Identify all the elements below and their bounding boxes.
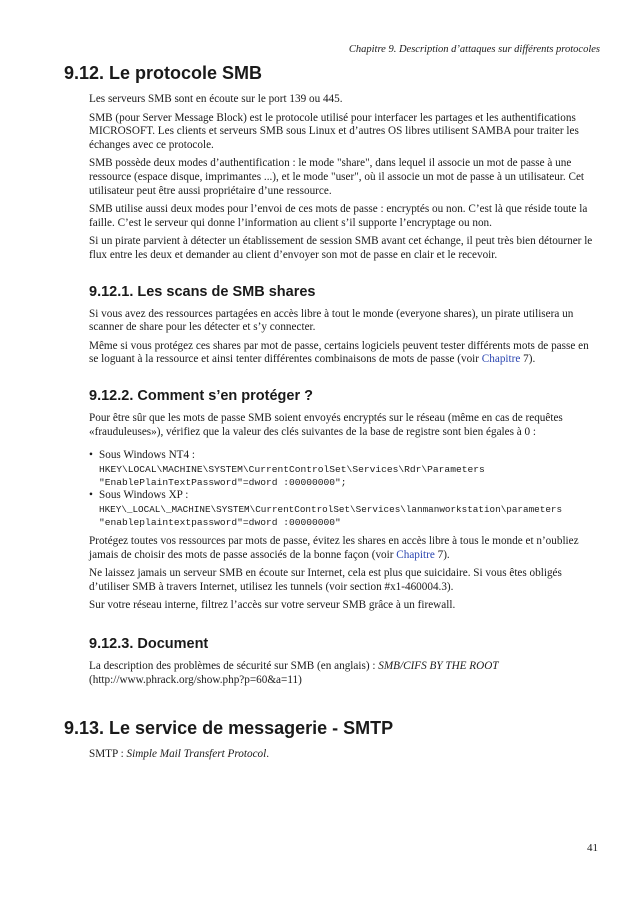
section-title-9-12: 9.12. Le protocole SMB bbox=[64, 63, 263, 83]
paragraph: Si vous avez des ressources partagées en accès libre à tout le monde (everyone shares), un pirate utilisera un scanner de share pour les détecter et s’y connecter. bbox=[89, 307, 574, 334]
paragraph: Sur votre réseau interne, filtrez l’accès sur votre serveur SMB grâce à un firewall. bbox=[89, 599, 456, 612]
chapter-link[interactable]: Chapitre bbox=[481, 353, 521, 366]
bullet: • bbox=[89, 449, 93, 462]
registry-path: HKEY\_LOCAL\_MACHINE\SYSTEM\CurrentControlSet\Services\lanmanworkstation\parameters bbox=[99, 503, 563, 515]
paragraph bbox=[89, 535, 600, 562]
list-item-label: Sous Windows NT4 : bbox=[99, 449, 195, 462]
paragraph bbox=[89, 748, 600, 762]
protocol-name: Simple Mail Transfert Protocol bbox=[126, 748, 267, 761]
registry-key-list bbox=[89, 449, 600, 529]
chapter-link[interactable]: Chapitre bbox=[396, 548, 435, 561]
paragraph-text: ). bbox=[443, 548, 450, 561]
section-title-9-13: 9.13. Le service de messagerie - SMTP bbox=[64, 718, 394, 739]
section-title-9-12-3: 9.12.3. Document bbox=[89, 636, 209, 653]
list-item-label: Sous Windows XP : bbox=[99, 489, 189, 502]
page-content bbox=[64, 62, 600, 767]
chapter-number: 7 bbox=[434, 548, 444, 561]
paragraph-text: . bbox=[266, 748, 270, 761]
paragraph: SMB (pour Server Message Block) est le protocole utilisé pour interfacer les partages et les authentifications MICROSOFT. Les clients et serveurs SMB sous Linux et d’autres OS libres utilisent SAMBA pour traiter les échanges avec ce protocole. bbox=[89, 111, 579, 151]
chapter-number: 7 bbox=[520, 353, 529, 366]
paragraph: SMB utilise aussi deux modes pour l’envoi de ces mots de passe : encryptés ou non. C’est là que réside toute la faille. C’est le serveur qui donne l’information au client s’il supporte l’encryptage ou non. bbox=[89, 203, 588, 229]
section-title-9-12-2: 9.12.2. Comment s’en protéger ? bbox=[89, 387, 314, 404]
section-title-9-12-1: 9.12.1. Les scans de SMB shares bbox=[89, 283, 316, 300]
running-header: Chapitre 9. Description d’attaques sur différents protocoles bbox=[348, 44, 600, 55]
paragraph-text: ). bbox=[528, 353, 536, 366]
registry-value: "EnablePlainTextPassword"=dword :00000000"; bbox=[99, 476, 347, 488]
paragraph: SMB possède deux modes d’authentification : le mode "share", dans lequel il associe un mot de passe à une ressource (espace disque, imprimantes ...), et le mode "user", où il associe un mot de passe à un utilisateur. Cet utilisateur peut être aussi propriétaire d’une ressource. bbox=[89, 157, 585, 197]
document-url: (http://www.phrack.org/show.php?p=60&a=11) bbox=[89, 673, 302, 686]
document-title: SMB/CIFS BY THE ROOT bbox=[378, 660, 499, 673]
bullet: • bbox=[89, 489, 93, 502]
page-number: 41 bbox=[587, 842, 598, 854]
list-item bbox=[89, 449, 600, 489]
paragraph bbox=[89, 340, 600, 367]
registry-path: HKEY\LOCAL\MACHINE\SYSTEM\CurrentControlSet\Services\Rdr\Parameters bbox=[99, 463, 485, 475]
paragraph: Les serveurs SMB sont en écoute sur le port 139 ou 445. bbox=[89, 93, 343, 105]
paragraph-text: SMTP : bbox=[89, 748, 127, 761]
paragraph-text: Même si vous protégez ces shares par mot de passe, certains logiciels peuvent tester différents mots de passe en se loguant à la ressource et ainsi tenter différentes combinaisons de mots de passe (voir bbox=[89, 339, 589, 366]
registry-value: "enableplaintextpassword"=dword :00000000" bbox=[99, 516, 341, 528]
list-item bbox=[89, 489, 600, 529]
paragraph: Si un pirate parvient à détecter un établissement de session SMB avant cet échange, il peut très bien détourner le flux entre les deux et demander au client d’envoyer son mot de passe en clair et le recevoir. bbox=[89, 235, 593, 261]
paragraph: Pour être sûr que les mots de passe SMB soient envoyés encryptés sur le réseau (même en cas de requêtes «frauduleuses»), vérifiez que la valeur des clés suivantes de la base de registre sont bien égales à 0 : bbox=[89, 411, 563, 438]
paragraph bbox=[89, 660, 600, 687]
paragraph-text: La description des problèmes de sécurité sur SMB (en anglais) : bbox=[89, 660, 379, 673]
paragraph-text: Protégez toutes vos ressources par mots de passe, évitez les shares en accès libre à tous le monde et n’oubliez jamais de choisir des mots de passe associés de la bonne façon (voir bbox=[89, 535, 579, 561]
paragraph: Ne laissez jamais un serveur SMB en écoute sur Internet, cela est plus que suicidaire. Si vous êtes obligés d’utiliser SMB à travers Internet, utilisez les tunnels (voir section #x1-460004.3). bbox=[89, 567, 562, 593]
